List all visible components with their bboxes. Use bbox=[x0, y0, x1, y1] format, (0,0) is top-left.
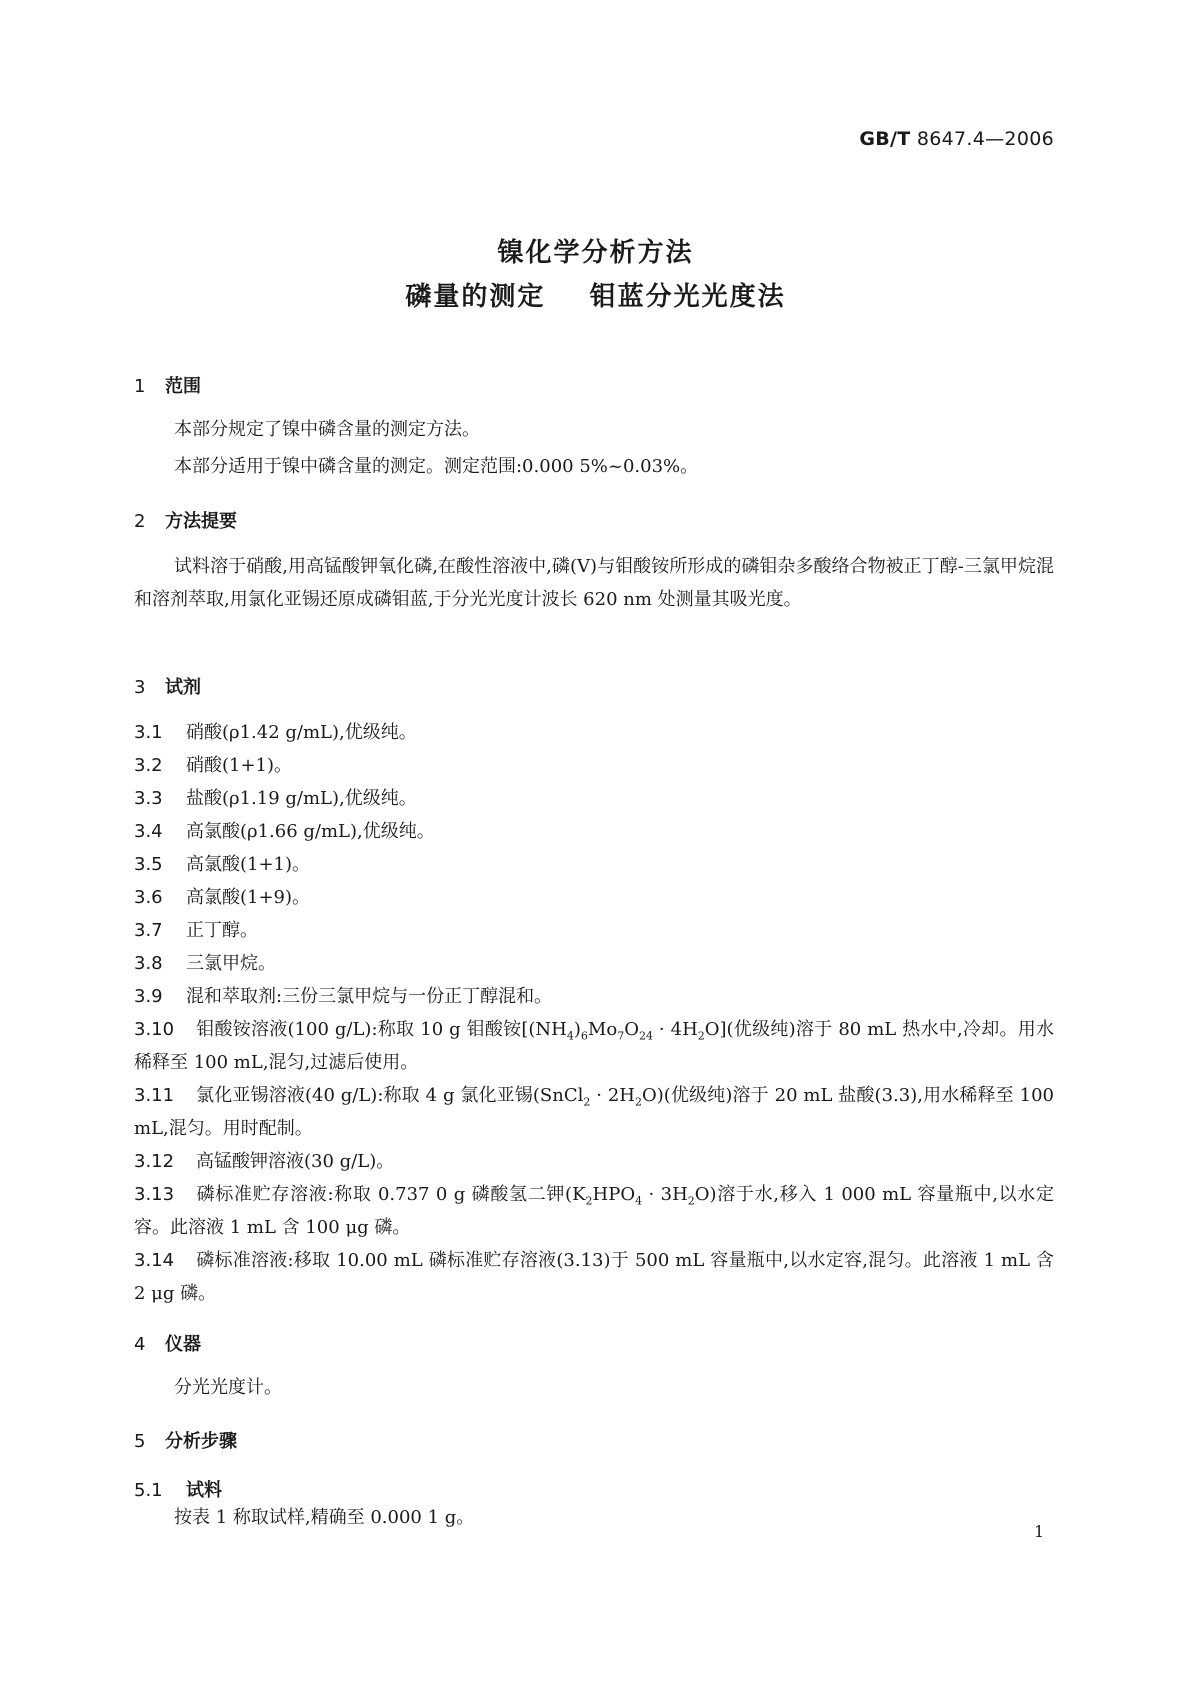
instrument-paragraph: 分光光度计。 bbox=[174, 1377, 282, 1398]
document-subtitle: 磷量的测定 钼蓝分光光度法 bbox=[405, 282, 786, 312]
standard-code: GB/T 8647.4—2006 bbox=[859, 128, 1054, 150]
sample-paragraph: 按表 1 称取试样,精确至 0.000 1 g。 bbox=[174, 1507, 475, 1528]
reagent-item-stannous-chloride: 3.11 氯化亚锡溶液(40 g/L):称取 4 g 氯化亚锡(SnCl$_2$ · $2H_2O$)(优级纯)溶于 20 mL 盐酸(3.3),用水稀释至 100 mL,混匀。用时配制。 bbox=[134, 1085, 1054, 1139]
reagent-item: 3.5 高氯酸(1+1)。 bbox=[134, 854, 311, 875]
reagent-item: 3.12 高锰酸钾溶液(30 g/L)。 bbox=[134, 1151, 395, 1172]
reagent-item-phosphorus-standard: 3.14 磷标准溶液:移取 10.00 mL 磷标准贮存溶液(3.13)于 500 mL 容量瓶中,以水定容,混匀。此溶液 1 mL 含 2 μg 磷。 bbox=[134, 1250, 1054, 1304]
section-3-heading: 3 试剂 bbox=[134, 677, 201, 698]
section-2-heading: 2 方法提要 bbox=[134, 511, 237, 532]
reagent-item: 3.3 盐酸(ρ1.19 g/mL),优级纯。 bbox=[134, 788, 417, 809]
reagent-item: 3.6 高氯酸(1+9)。 bbox=[134, 887, 311, 908]
section-1-heading: 1 范围 bbox=[134, 376, 201, 397]
reagent-item: 3.4 高氯酸(ρ1.66 g/mL),优级纯。 bbox=[134, 821, 435, 842]
reagent-item: 3.8 三氯甲烷。 bbox=[134, 953, 276, 974]
reagent-item-ammonium-molybdate: 3.10 钼酸铵溶液(100 g/L):称取 10 g 钼酸铵$[(NH_4)_6Mo_7O_{24} \cdot 4H_2O]$(优级纯)溶于 80 mL 热水中,冷却。用水稀释至 100 mL,混匀,过滤后使用。 bbox=[134, 1019, 1054, 1073]
page-number: 1 bbox=[1034, 1522, 1045, 1541]
reagent-item-phosphorus-stock: 3.13 磷标准贮存溶液:称取 0.737 0 g 磷酸氢二钾$(K_2HPO_4 \cdot 3H_2O)$溶于水,移入 1 000 mL 容量瓶中,以水定容。此溶液 1 mL 含 100 μg 磷。 bbox=[134, 1184, 1054, 1238]
reagent-item: 3.2 硝酸(1+1)。 bbox=[134, 755, 293, 776]
section-4-heading: 4 仪器 bbox=[134, 1334, 201, 1355]
section-5-1-heading: 5.1 试料 bbox=[134, 1480, 222, 1501]
scope-paragraph-2: 本部分适用于镍中磷含量的测定。测定范围:0.000 5%~0.03%。 bbox=[174, 456, 699, 477]
reagent-item: 3.7 正丁醇。 bbox=[134, 920, 258, 941]
method-summary-paragraph: 试料溶于硝酸,用高锰酸钾氧化磷,在酸性溶液中,磷(Ⅴ)与钼酸铵所形成的磷钼杂多酸络合物被正丁醇-三氯甲烷混和溶剂萃取,用氯化亚锡还原成磷钼蓝,于分光光度计波长 620 nm 处测量其吸光度。 bbox=[134, 556, 1054, 610]
reagent-item: 3.1 硝酸(ρ1.42 g/mL),优级纯。 bbox=[134, 722, 417, 743]
section-5-heading: 5 分析步骤 bbox=[134, 1431, 237, 1452]
scope-paragraph-1: 本部分规定了镍中磷含量的测定方法。 bbox=[174, 419, 480, 440]
document-title: 镍化学分析方法 bbox=[497, 238, 694, 268]
reagent-item: 3.9 混和萃取剂:三份三氯甲烷与一份正丁醇混和。 bbox=[134, 986, 553, 1007]
